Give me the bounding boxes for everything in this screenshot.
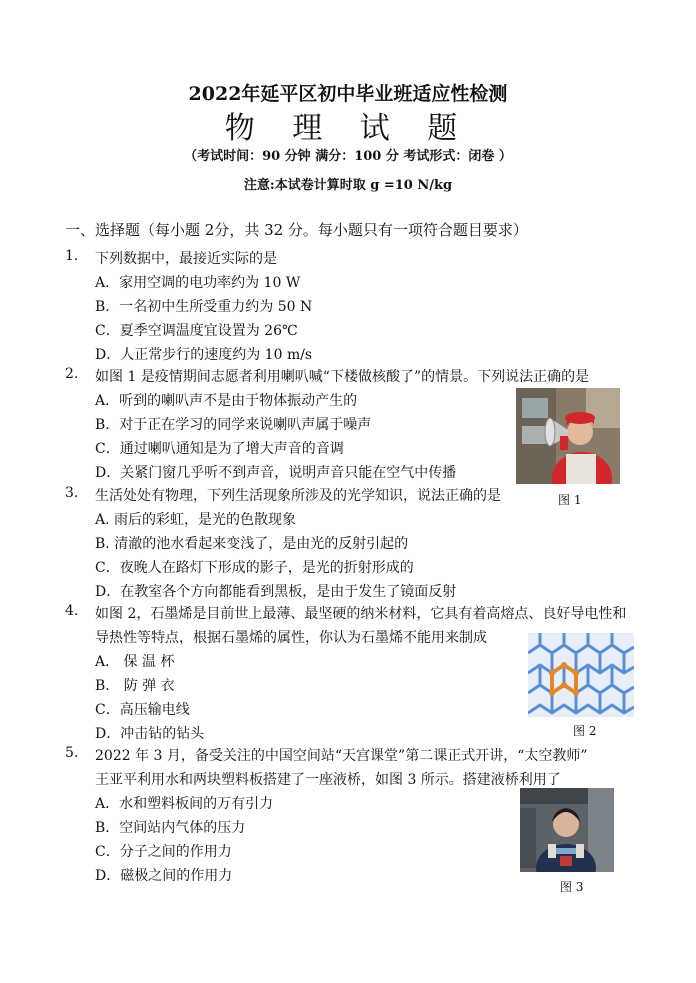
question-text-line-2: 导热性等特点，根据石墨烯的属性，你认为石墨烯不能用来制成 (95, 630, 487, 646)
question-number: 2. (65, 366, 79, 382)
option-d: D．人正常步行的速度约为 10 m/s (95, 347, 313, 363)
figure-1-caption: 图 1 (558, 493, 582, 507)
subject-title: 物 理 试 题 (224, 111, 472, 146)
question-number: 5. (65, 745, 79, 761)
option-d: D．磁极之间的作用力 (95, 868, 233, 884)
figure-3-astronaut-image (520, 788, 614, 872)
question-text: 生活处处有物理，下列生活现象所涉及的光学知识，说法正确的是 (95, 488, 501, 504)
option-c: C．高压输电线 (95, 702, 190, 718)
option-b: B. 清澈的池水看起来变浅了，是由光的反射引起的 (95, 536, 409, 552)
option-c: C．通过喇叭通知是为了增大声音的音调 (95, 441, 344, 457)
option-a: A． 保 温 杯 (95, 654, 175, 670)
option-a: A．听到的喇叭声不是由于物体振动产生的 (95, 393, 358, 409)
option-b: B．对于正在学习的同学来说喇叭声属于噪声 (95, 417, 372, 433)
figure-1-volunteer-image (516, 388, 620, 484)
question-number: 4. (65, 603, 79, 619)
option-a: A．水和塑料板间的万有引力 (95, 796, 274, 812)
figure-3-caption: 图 3 (560, 880, 584, 894)
option-b: B．一名初中生所受重力约为 50 N (95, 299, 313, 315)
figure-2-caption: 图 2 (573, 724, 597, 738)
option-a: A. 雨后的彩虹，是光的色散现象 (95, 512, 297, 528)
question-text: 2022 年 3 月，备受关注的中国空间站“天宫课堂”第二课正式开讲，“太空教师” (95, 748, 588, 764)
option-d: D．冲击钻的钻头 (95, 726, 205, 742)
option-d: D．在教室各个方向都能看到黑板，是由于发生了镜面反射 (95, 584, 457, 600)
section-heading: 一、选择题（每小题 2分，共 32 分。每小题只有一项符合题目要求） (65, 221, 528, 239)
question-text: 下列数据中，最接近实际的是 (95, 251, 277, 267)
option-d: D．关紧门窗几乎听不到声音，说明声音只能在空气中传播 (95, 465, 457, 481)
page-title: 2022年延平区初中毕业班适应性检测 (188, 83, 508, 105)
option-a: A．家用空调的电功率约为 10 W (95, 275, 301, 291)
exam-info: （考试时间：90 分钟 满分：100 分 考试形式：闭卷 ） (184, 149, 512, 164)
question-text: 如图 2，石墨烯是目前世上最薄、最坚硬的纳米材料，它具有着高熔点、良好导电性和 (95, 606, 627, 622)
question-text: 如图 1 是疫情期间志愿者利用喇叭喊“下楼做核酸了”的情景。下列说法正确的是 (95, 369, 590, 385)
question-number: 3. (65, 485, 79, 501)
question-number: 1. (65, 248, 79, 264)
option-b: B． 防 弹 衣 (95, 678, 175, 694)
option-c: C．夜晚人在路灯下形成的影子，是光的折射形成的 (95, 560, 414, 576)
question-text-line-2: 王亚平利用水和两块塑料板搭建了一座液桥，如图 3 所示。搭建液桥利用了 (95, 772, 561, 788)
option-c: C．夏季空调温度宜设置为 26℃ (95, 323, 298, 339)
calculation-notice: 注意:本试卷计算时取 g =10 N/kg (243, 178, 453, 193)
option-c: C．分子之间的作用力 (95, 844, 232, 860)
option-b: B．空间站内气体的压力 (95, 820, 246, 836)
figure-2-graphene-image (528, 633, 634, 717)
